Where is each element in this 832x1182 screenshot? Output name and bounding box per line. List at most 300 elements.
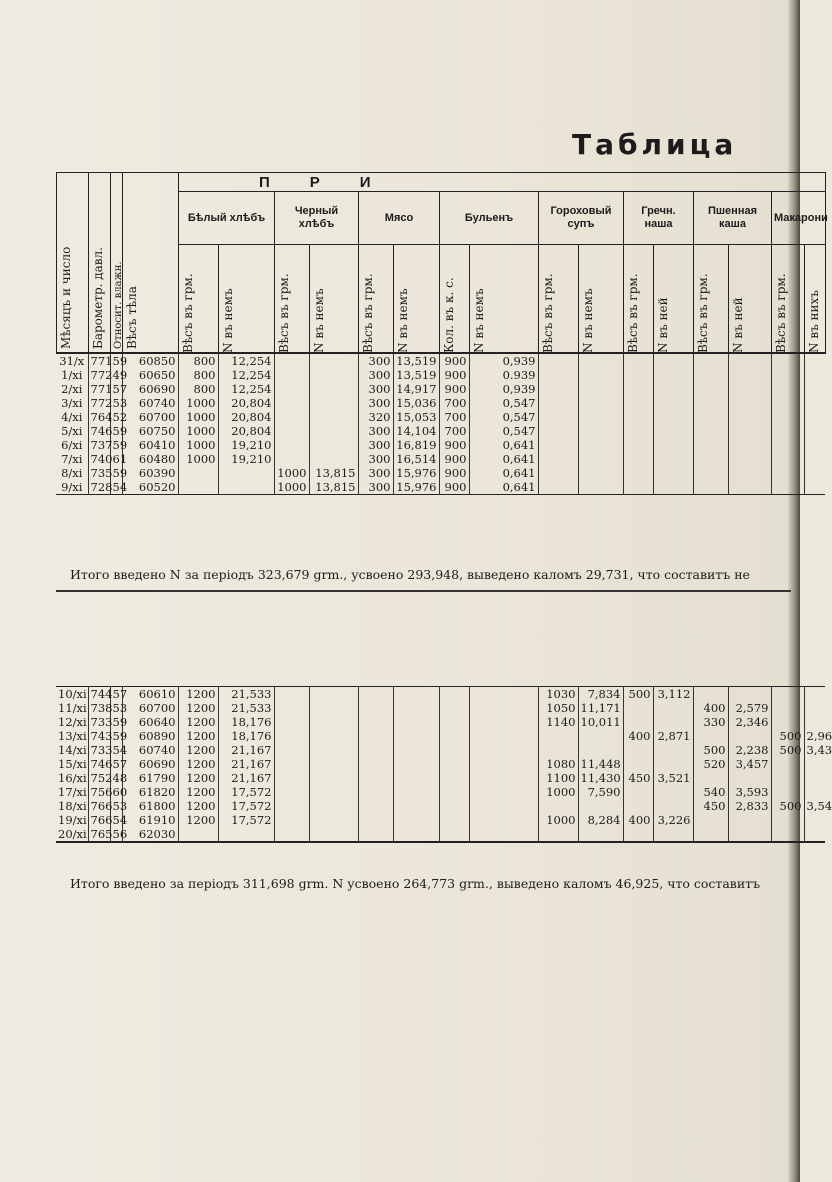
table-cell: 771: [88, 382, 110, 396]
table-cell: [358, 687, 393, 702]
table-cell: 300: [358, 452, 393, 466]
table-cell: [393, 799, 439, 813]
table-cell: [538, 729, 578, 743]
table-cell: [538, 424, 578, 438]
table-cell: 13,519: [393, 353, 439, 368]
table-cell: 14,917: [393, 382, 439, 396]
table-cell: 450: [693, 799, 728, 813]
table-cell: 450: [623, 771, 653, 785]
table-cell: [358, 715, 393, 729]
table-cell: 11,171: [578, 701, 623, 715]
table-cell: [653, 757, 693, 771]
table-cell: 766: [88, 813, 110, 827]
table-cell: 1030: [538, 687, 578, 702]
table-cell: 900: [439, 368, 469, 382]
table-cell: [274, 438, 309, 452]
table-cell: [728, 438, 771, 452]
table-cell: 330: [693, 715, 728, 729]
table-cell: 21,533: [218, 701, 274, 715]
table-cell: 1000: [538, 785, 578, 799]
sub-header: N въ немъ: [394, 245, 440, 354]
table-cell: 1000: [178, 438, 218, 452]
table-cell: [358, 827, 393, 842]
table-cell: [728, 353, 771, 368]
sub-header: N въ немъ: [470, 245, 539, 354]
table-cell: 12,254: [218, 382, 274, 396]
table-cell: 300: [358, 438, 393, 452]
table-cell: [469, 743, 538, 757]
table-cell: 500: [771, 743, 804, 757]
table-cell: [623, 424, 653, 438]
table-cell: 60690: [122, 382, 178, 396]
table-cell: 16,514: [393, 452, 439, 466]
table-cell: [623, 466, 653, 480]
table-cell: [439, 715, 469, 729]
table-cell: 738: [88, 701, 110, 715]
table-cell: 59: [110, 424, 122, 438]
table-cell: 60: [110, 785, 122, 799]
table-cell: 744: [88, 687, 110, 702]
table-cell: 20,804: [218, 410, 274, 424]
table-cell: [309, 396, 358, 410]
table-cell: [804, 466, 825, 480]
sub-header: Вѣсъ въ грм.: [624, 245, 654, 354]
table-cell: [469, 757, 538, 771]
table-cell: [728, 410, 771, 424]
table-cell: 700: [439, 410, 469, 424]
table-cell: 60700: [122, 701, 178, 715]
table-cell: [469, 771, 538, 785]
table-cell: 300: [358, 480, 393, 495]
table-cell: [439, 687, 469, 702]
table-cell: [439, 729, 469, 743]
table-cell: [623, 382, 653, 396]
table-cell: 49: [110, 368, 122, 382]
table-cell: [393, 743, 439, 757]
table-cell: [693, 771, 728, 785]
table-cell: [623, 368, 653, 382]
table-cell: [274, 382, 309, 396]
table-cell: [274, 813, 309, 827]
table-cell: 743: [88, 729, 110, 743]
table-cell: 3,521: [653, 771, 693, 785]
table-cell: [309, 424, 358, 438]
table-cell: 2,579: [728, 701, 771, 715]
table-cell: [218, 480, 274, 495]
table-cell: 1200: [178, 715, 218, 729]
group-buckwheat: Гречн. наша: [624, 192, 694, 245]
table-cell: [393, 687, 439, 702]
date-cell: 10/xi: [58, 687, 87, 701]
table-cell: 500: [771, 729, 804, 743]
table-cell: [538, 353, 578, 368]
table-cell: [623, 757, 653, 771]
table-cell: [578, 368, 623, 382]
table-row: [56, 813, 825, 827]
table-cell: [804, 480, 825, 495]
table-cell: 1200: [178, 701, 218, 715]
table-cell: [578, 452, 623, 466]
table-cell: [653, 827, 693, 842]
table-cell: [274, 396, 309, 410]
table-cell: 60850: [122, 353, 178, 368]
table-cell: 733: [88, 743, 110, 757]
table-cell: [578, 466, 623, 480]
table-cell: 500: [623, 687, 653, 702]
table-cell: [771, 396, 804, 410]
table-cell: [178, 827, 218, 842]
table-cell: [538, 368, 578, 382]
table-cell: 2,833: [728, 799, 771, 813]
table-cell: 13,519: [393, 368, 439, 382]
table-cell: [309, 771, 358, 785]
table-cell: [469, 799, 538, 813]
table-cell: [653, 799, 693, 813]
table-cell: [693, 353, 728, 368]
table-cell: [728, 424, 771, 438]
table-cell: [804, 701, 825, 715]
table-cell: 61910: [122, 813, 178, 827]
sub-header: Вѣсъ въ грм.: [275, 245, 310, 354]
table-cell: [274, 757, 309, 771]
table-row: [56, 410, 825, 424]
col-header-date: Мѣсяцъ и число: [57, 173, 89, 354]
table-cell: [358, 757, 393, 771]
table-cell: [578, 827, 623, 842]
table-cell: [728, 813, 771, 827]
table-cell: [538, 396, 578, 410]
table-cell: 21,533: [218, 687, 274, 702]
table-cell: [578, 382, 623, 396]
table-cell: 60610: [122, 687, 178, 702]
table-cell: 764: [88, 410, 110, 424]
table-cell: [439, 743, 469, 757]
table-cell: [439, 757, 469, 771]
sub-header: N въ нихъ: [805, 245, 826, 354]
table-cell: [538, 480, 578, 495]
col-header-body-weight: Вѣсъ тѣла: [123, 173, 179, 354]
table-cell: 800: [178, 368, 218, 382]
table-cell: [804, 368, 825, 382]
table-cell: 3,43: [804, 743, 825, 757]
table-cell: [771, 424, 804, 438]
sub-header: N въ немъ: [310, 245, 359, 354]
table-cell: [538, 452, 578, 466]
table-cell: [309, 701, 358, 715]
group-meat: Мясо: [359, 192, 440, 245]
date-cell: 2/xi: [61, 382, 83, 396]
sub-header: Вѣсъ въ грм.: [772, 245, 805, 354]
date-cell: 1/xi: [61, 368, 83, 382]
table-cell: [804, 771, 825, 785]
table-cell: [728, 687, 771, 702]
table-cell: [309, 715, 358, 729]
table-cell: 765: [88, 827, 110, 842]
table-cell: 8,284: [578, 813, 623, 827]
group-millet: Пшенная каша: [694, 192, 772, 245]
table-cell: [274, 353, 309, 368]
table-cell: 57: [110, 757, 122, 771]
table-cell: [653, 743, 693, 757]
table-cell: 60650: [122, 368, 178, 382]
table-cell: [728, 729, 771, 743]
sub-header: N въ немъ: [579, 245, 624, 354]
table-cell: 500: [771, 799, 804, 813]
table-cell: 737: [88, 438, 110, 452]
table-cell: 900: [439, 466, 469, 480]
table-cell: [623, 480, 653, 495]
table-cell: 60750: [122, 424, 178, 438]
table-cell: 320: [358, 410, 393, 424]
table-cell: [771, 715, 804, 729]
table-cell: [309, 452, 358, 466]
table-row: [56, 687, 825, 702]
table-period-1: [56, 352, 825, 495]
table-row: [56, 743, 825, 757]
table-period-2: [56, 686, 832, 843]
table-cell: [653, 452, 693, 466]
table-row: [56, 785, 825, 799]
table-cell: [653, 353, 693, 368]
table-cell: 700: [439, 424, 469, 438]
table-row: [56, 480, 825, 495]
table-cell: 400: [623, 729, 653, 743]
table-cell: 400: [693, 701, 728, 715]
date-cell: 11/xi: [58, 701, 87, 715]
table-cell: [309, 410, 358, 424]
table-cell: [728, 480, 771, 495]
table-cell: 10,011: [578, 715, 623, 729]
table-cell: 11,430: [578, 771, 623, 785]
table-cell: 21,167: [218, 757, 274, 771]
table-cell: [393, 729, 439, 743]
table-cell: [804, 424, 825, 438]
table-cell: 60700: [122, 410, 178, 424]
date-cell: 18/xi: [58, 799, 87, 813]
table-cell: 60740: [122, 743, 178, 757]
table-row: [56, 424, 825, 438]
sub-header: N въ ней: [729, 245, 772, 354]
table-cell: [771, 701, 804, 715]
table-cell: 1200: [178, 757, 218, 771]
table-cell: 500: [693, 743, 728, 757]
table-cell: [804, 687, 825, 702]
table-cell: 1000: [274, 466, 309, 480]
table-cell: 60410: [122, 438, 178, 452]
table-cell: [274, 799, 309, 813]
table-cell: [393, 715, 439, 729]
date-cell: 15/xi: [58, 757, 87, 771]
sub-header: Вѣсъ въ грм.: [359, 245, 394, 354]
table-cell: [309, 757, 358, 771]
table-cell: 17,572: [218, 799, 274, 813]
table-cell: 1200: [178, 799, 218, 813]
table-cell: [771, 785, 804, 799]
table-cell: [469, 687, 538, 702]
table-cell: 17,572: [218, 813, 274, 827]
table-row: [56, 799, 825, 813]
table-cell: 60390: [122, 466, 178, 480]
table-cell: 740: [88, 452, 110, 466]
table-cell: [804, 715, 825, 729]
table-cell: [623, 799, 653, 813]
date-cell: 6/xi: [61, 438, 83, 452]
table-cell: 3,112: [653, 687, 693, 702]
table-cell: [693, 438, 728, 452]
table-cell: [578, 480, 623, 495]
table-cell: [771, 410, 804, 424]
table-cell: [358, 729, 393, 743]
table-cell: 60690: [122, 757, 178, 771]
table-cell: [771, 771, 804, 785]
table-cell: 16,819: [393, 438, 439, 452]
table-cell: [309, 813, 358, 827]
table-cell: [693, 729, 728, 743]
table-cell: [358, 813, 393, 827]
table-cell: 48: [110, 771, 122, 785]
table-cell: [653, 438, 693, 452]
table-cell: 2,96: [804, 729, 825, 743]
table-cell: [653, 410, 693, 424]
table-cell: 14,104: [393, 424, 439, 438]
table-cell: [804, 382, 825, 396]
table-cell: 1200: [178, 771, 218, 785]
table-cell: [393, 785, 439, 799]
table-cell: 7,590: [578, 785, 623, 799]
table-cell: 1080: [538, 757, 578, 771]
table-cell: [693, 424, 728, 438]
table-cell: 57: [110, 687, 122, 702]
table-cell: 1100: [538, 771, 578, 785]
group-macaroni: Макарони: [772, 192, 826, 245]
table-cell: [728, 771, 771, 785]
summary-period-1: Итого введено N за періодъ 323,679 grm., усвоено 293,948, выведено каломъ 29,731, что составитъ не: [70, 567, 750, 582]
table-cell: 59: [110, 715, 122, 729]
table-cell: 61: [110, 452, 122, 466]
table-cell: [578, 424, 623, 438]
group-broth: Бульенъ: [440, 192, 539, 245]
table-cell: 53: [110, 701, 122, 715]
table-cell: 0,641: [469, 466, 538, 480]
table-cell: 15,036: [393, 396, 439, 410]
date-cell: 17/xi: [58, 785, 87, 799]
table-cell: [653, 368, 693, 382]
table-cell: [653, 382, 693, 396]
table-cell: [393, 771, 439, 785]
table-cell: [804, 452, 825, 466]
table-cell: [771, 368, 804, 382]
table-cell: [578, 396, 623, 410]
table-cell: [274, 368, 309, 382]
table-cell: [358, 785, 393, 799]
table-row: [56, 452, 825, 466]
table-cell: 0,547: [469, 396, 538, 410]
date-cell: 4/xi: [61, 410, 83, 424]
table-cell: 2,871: [653, 729, 693, 743]
table-cell: [804, 757, 825, 771]
table-cell: [178, 480, 218, 495]
table-cell: [804, 785, 825, 799]
table-cell: 800: [178, 382, 218, 396]
table-cell: 772: [88, 396, 110, 410]
table-cell: [578, 410, 623, 424]
table-cell: [578, 799, 623, 813]
table-cell: [771, 466, 804, 480]
table-cell: 3,457: [728, 757, 771, 771]
table-cell: [358, 743, 393, 757]
table-cell: [804, 410, 825, 424]
table-cell: [439, 799, 469, 813]
table-cell: 59: [110, 438, 122, 452]
sub-header: Кол. въ к. с.: [440, 245, 470, 354]
table-cell: 60640: [122, 715, 178, 729]
table-cell: 0,939: [469, 382, 538, 396]
table-cell: [538, 743, 578, 757]
table-cell: [728, 368, 771, 382]
table-cell: [538, 466, 578, 480]
table-cell: [623, 353, 653, 368]
table-cell: [309, 353, 358, 368]
table-cell: 59: [110, 466, 122, 480]
table-cell: [274, 701, 309, 715]
table-cell: 520: [693, 757, 728, 771]
table-cell: [538, 382, 578, 396]
table-cell: 1000: [178, 452, 218, 466]
table-cell: 13,815: [309, 480, 358, 495]
table-cell: [693, 396, 728, 410]
table-cell: 800: [178, 353, 218, 368]
table-cell: 1200: [178, 687, 218, 702]
table-cell: [578, 438, 623, 452]
table-cell: 1200: [178, 729, 218, 743]
table-cell: 300: [358, 353, 393, 368]
table-cell: 60480: [122, 452, 178, 466]
table-cell: 0,547: [469, 410, 538, 424]
table-cell: 15,053: [393, 410, 439, 424]
date-cell: 20/xi: [58, 827, 87, 841]
table-cell: [693, 480, 728, 495]
table-cell: [623, 827, 653, 842]
table-cell: [771, 353, 804, 368]
table-cell: [693, 368, 728, 382]
table-cell: [538, 438, 578, 452]
page-title: Таблица: [572, 128, 738, 161]
table-cell: [578, 353, 623, 368]
table-cell: 18,176: [218, 729, 274, 743]
table-cell: [538, 799, 578, 813]
table-cell: [623, 438, 653, 452]
table-cell: 61790: [122, 771, 178, 785]
table-cell: 11,448: [578, 757, 623, 771]
table-cell: [653, 715, 693, 729]
table-cell: [538, 410, 578, 424]
date-cell: 31/x: [59, 354, 85, 368]
table-cell: [274, 424, 309, 438]
table-cell: [393, 827, 439, 842]
date-cell: 14/xi: [58, 743, 87, 757]
table-cell: 300: [358, 396, 393, 410]
table-cell: [218, 827, 274, 842]
table-cell: 20,804: [218, 424, 274, 438]
sub-header: N въ немъ: [219, 245, 275, 354]
table-row: [56, 757, 825, 771]
table-cell: 1200: [178, 743, 218, 757]
table-cell: [771, 827, 804, 842]
table-cell: [728, 396, 771, 410]
table-cell: [804, 827, 825, 842]
date-cell: 19/xi: [58, 813, 87, 827]
table-cell: 3,54: [804, 799, 825, 813]
